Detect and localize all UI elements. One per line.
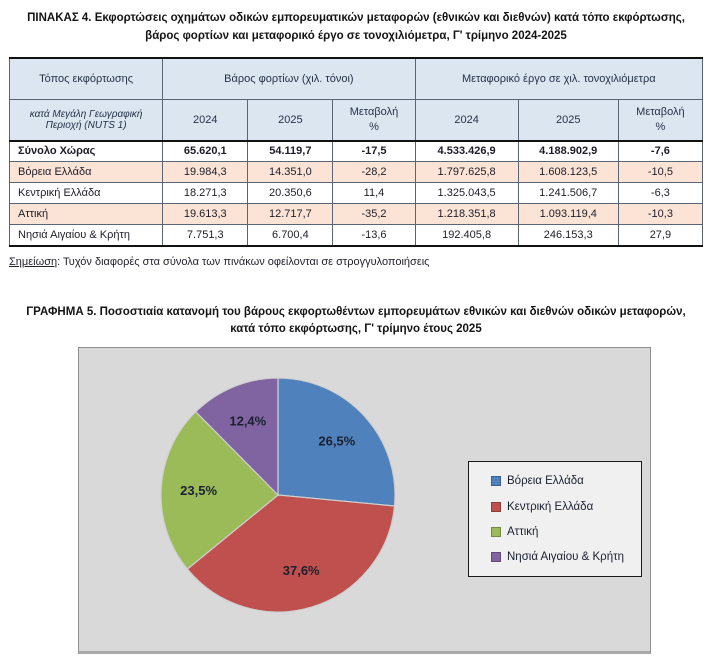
change-label: Μεταβολή % xyxy=(349,106,399,133)
row-region-label: Νησιά Αιγαίου & Κρήτη xyxy=(10,225,163,246)
row-region-label: Αττική xyxy=(10,204,163,225)
cell-value: -28,2 xyxy=(333,162,415,183)
pie-slice-label: 26,5% xyxy=(318,433,356,449)
cell-value: 246.153,3 xyxy=(518,225,618,246)
table-header-years xyxy=(10,100,703,141)
cell-value: 1.325.043,5 xyxy=(415,183,518,204)
cell-value: 1.797.625,8 xyxy=(415,162,518,183)
cell-value: 20.350,6 xyxy=(248,183,333,204)
table-title: ΠΙΝΑΚΑΣ 4. Εκφορτώσεις οχημάτων οδικών εμπορευματικών μεταφορών (εθνικών και διεθνών) κατά τόπο εκφόρτωσης, βάρος φορτίων και μεταφορικό έργο σε τονοχιλιόμετρα, Γ' τρίμηνο 2024-2025 xyxy=(27,12,685,42)
col-group-tonne-km: Μεταφορικό έργο σε χιλ. τονοχιλιόμετρα xyxy=(415,58,702,100)
legend-label: Νησιά Αιγαίου & Κρήτη xyxy=(507,551,625,563)
col-header-2024-weight: 2024 xyxy=(163,100,248,141)
chart-title: ΓΡΑΦΗΜΑ 5. Ποσοστιαία κατανομή του βάρους εκφορτωθέντων εμπορευμάτων εθνικών και διεθνών οδικών μεταφορών, κατά τόπο εκφόρτωσης, Γ' τρίμηνο έτους 2025 xyxy=(26,305,686,336)
table-row xyxy=(10,204,703,225)
col-header-change-weight xyxy=(333,100,415,141)
table-row xyxy=(10,141,703,162)
row-region-label: Σύνολο Χώρας xyxy=(10,141,163,162)
row-region-label: Κεντρική Ελλάδα xyxy=(10,183,163,204)
cell-value: 6.700,4 xyxy=(248,225,333,246)
table-row xyxy=(10,162,703,183)
cell-value: -35,2 xyxy=(333,204,415,225)
cell-value: 4.188.902,9 xyxy=(518,141,618,162)
note-label: Σημείωση xyxy=(9,255,58,268)
pie-chart-container xyxy=(78,347,651,654)
unloading-table xyxy=(9,57,703,247)
legend-swatch-icon xyxy=(491,527,501,537)
legend-label: Αττική xyxy=(507,525,539,538)
cell-value: 12.717,7 xyxy=(248,204,333,225)
col-header-place: Τόπος εκφόρτωσης xyxy=(10,58,163,100)
legend-label: Κεντρική Ελλάδα xyxy=(507,500,594,513)
col-header-2025-weight: 2025 xyxy=(248,100,333,141)
cell-value: -6,3 xyxy=(618,183,702,204)
pie-slice-label: 12,4% xyxy=(229,413,267,429)
table-note xyxy=(9,256,703,268)
cell-value: 1.093.119,4 xyxy=(518,204,618,225)
cell-value: 65.620,1 xyxy=(163,141,248,162)
col-header-2024-work: 2024 xyxy=(415,100,518,141)
cell-value: 7.751,3 xyxy=(163,225,248,246)
legend-label: Βόρεια Ελλάδα xyxy=(507,475,584,488)
col-header-2025-work: 2025 xyxy=(518,100,618,141)
legend-item xyxy=(491,526,641,538)
note-text: : Τυχόν διαφορές στα σύνολα των πινάκων οφείλονται σε στρογγυλοποιήσεις xyxy=(57,255,430,268)
cell-value: 19.984,3 xyxy=(163,162,248,183)
col-subheader-nuts: κατά Μεγάλη Γεωγραφική Περιοχή (NUTS 1) xyxy=(10,100,163,141)
row-region-label: Βόρεια Ελλάδα xyxy=(10,162,163,183)
legend-item xyxy=(491,475,641,487)
legend-swatch-icon xyxy=(491,552,501,562)
cell-value: 27,9 xyxy=(618,225,702,246)
legend-swatch-icon xyxy=(491,476,501,486)
cell-value: -13,6 xyxy=(333,225,415,246)
pie-slice-label: 37,6% xyxy=(282,563,320,579)
cell-value: -10,5 xyxy=(618,162,702,183)
cell-value: 11,4 xyxy=(333,183,415,204)
cell-value: -17,5 xyxy=(333,141,415,162)
col-group-weight: Βάρος φορτίων (χιλ. τόνοι) xyxy=(163,58,415,100)
cell-value: 1.218.351,8 xyxy=(415,204,518,225)
cell-value: 1.241.506,7 xyxy=(518,183,618,204)
cell-value: 14.351,0 xyxy=(248,162,333,183)
legend-item xyxy=(491,501,641,513)
change-label: Μεταβολή % xyxy=(636,106,685,133)
table-header-groups xyxy=(10,58,703,100)
cell-value: 1.608.123,5 xyxy=(518,162,618,183)
cell-value: -7,6 xyxy=(618,141,702,162)
cell-value: 19.613,3 xyxy=(163,204,248,225)
cell-value: 18.271,3 xyxy=(163,183,248,204)
cell-value: 192.405,8 xyxy=(415,225,518,246)
legend-item xyxy=(491,551,641,563)
pie-slice-label: 23,5% xyxy=(180,483,218,499)
cell-value: 54.119,7 xyxy=(248,141,333,162)
cell-value: -10,3 xyxy=(618,204,702,225)
legend-swatch-icon xyxy=(491,502,501,512)
cell-value: 4.533.426,9 xyxy=(415,141,518,162)
chart-legend xyxy=(468,461,642,577)
col-header-change-work xyxy=(618,100,702,141)
table-row xyxy=(10,225,703,246)
table-row xyxy=(10,183,703,204)
